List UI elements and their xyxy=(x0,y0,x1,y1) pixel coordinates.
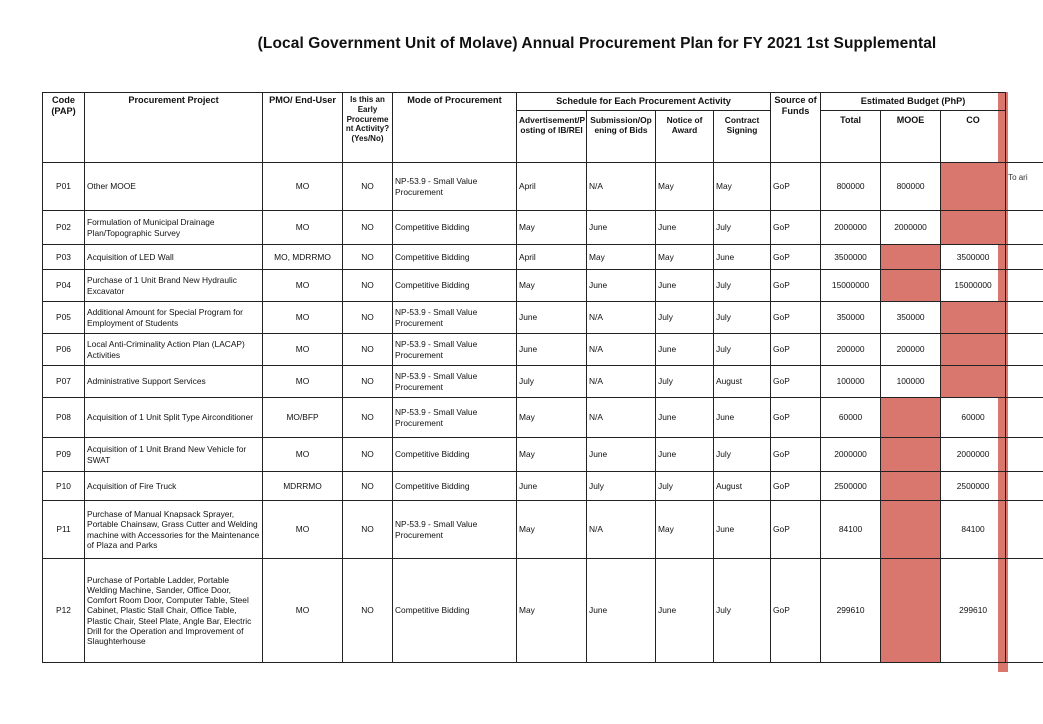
row-code: P04 xyxy=(43,270,85,302)
row-pmo: MO, MDRRMO xyxy=(263,245,343,270)
row-early: NO xyxy=(343,501,393,559)
row-advertisement: April xyxy=(517,245,587,270)
row-submission: May xyxy=(587,245,656,270)
row-notice-of-award: May xyxy=(656,501,714,559)
row-advertisement: May xyxy=(517,559,587,663)
row-mooe xyxy=(881,245,941,270)
row-advertisement: May xyxy=(517,211,587,245)
row-code: P05 xyxy=(43,302,85,334)
row-source: GoP xyxy=(771,163,821,211)
row-mode: NP-53.9 - Small Value Procurement xyxy=(393,398,517,438)
row-pmo: MDRRMO xyxy=(263,472,343,501)
row-notice-of-award: July xyxy=(656,302,714,334)
header-submission: Submission/Op ening of Bids xyxy=(587,111,656,163)
row-total: 84100 xyxy=(821,501,881,559)
header-contract-signing: Contract Signing xyxy=(714,111,771,163)
row-notice-of-award: June xyxy=(656,559,714,663)
header-advertisement: Advertisement/P osting of IB/REI xyxy=(517,111,587,163)
row-early: NO xyxy=(343,211,393,245)
row-co: 2500000 xyxy=(941,472,1006,501)
row-early: NO xyxy=(343,302,393,334)
row-remarks-cut xyxy=(1006,501,1043,559)
row-mooe: 800000 xyxy=(881,163,941,211)
row-early: NO xyxy=(343,245,393,270)
header-mooe: MOOE xyxy=(881,111,941,163)
row-pmo: MO/BFP xyxy=(263,398,343,438)
row-notice-of-award: June xyxy=(656,334,714,366)
row-mooe: 350000 xyxy=(881,302,941,334)
row-remarks-cut xyxy=(1006,211,1043,245)
row-code: P11 xyxy=(43,501,85,559)
row-advertisement: April xyxy=(517,163,587,211)
row-submission: June xyxy=(587,211,656,245)
row-code: P01 xyxy=(43,163,85,211)
row-project: Acquisition of Fire Truck xyxy=(85,472,263,501)
table-row xyxy=(43,245,1043,270)
row-notice-of-award: June xyxy=(656,270,714,302)
row-project: Purchase of Portable Ladder, Portable Welding Machine, Sander, Office Door, Comfort Room Door, Computer Table, Steel Cabinet, Plastic Stall Chair, Office Table, Plastic Chair, Steel Plate, Angle Bar, Electric Drill for the Operation and Improvement of Slaughterhouse xyxy=(85,559,263,663)
row-co xyxy=(941,334,1006,366)
row-submission: June xyxy=(587,270,656,302)
row-contract-signing: July xyxy=(714,334,771,366)
table-row xyxy=(43,472,1043,501)
table-row xyxy=(43,501,1043,559)
row-source: GoP xyxy=(771,398,821,438)
row-submission: N/A xyxy=(587,302,656,334)
row-notice-of-award: June xyxy=(656,211,714,245)
table-row xyxy=(43,211,1043,245)
row-co xyxy=(941,163,1006,211)
row-advertisement: May xyxy=(517,438,587,472)
row-mode: NP-53.9 - Small Value Procurement xyxy=(393,366,517,398)
row-co: 3500000 xyxy=(941,245,1006,270)
row-project: Purchase of Manual Knapsack Sprayer, Portable Chainsaw, Grass Cutter and Welding machine with Accessories for the Maintenance of Plaza and Parks xyxy=(85,501,263,559)
row-early: NO xyxy=(343,398,393,438)
row-project: Local Anti-Criminality Action Plan (LACAP) Activities xyxy=(85,334,263,366)
row-source: GoP xyxy=(771,501,821,559)
row-code: P09 xyxy=(43,438,85,472)
procurement-plan-table xyxy=(42,92,1043,663)
row-source: GoP xyxy=(771,472,821,501)
row-pmo: MO xyxy=(263,302,343,334)
row-co xyxy=(941,366,1006,398)
row-submission: July xyxy=(587,472,656,501)
row-total: 2000000 xyxy=(821,438,881,472)
row-advertisement: May xyxy=(517,270,587,302)
row-mooe xyxy=(881,398,941,438)
row-advertisement: May xyxy=(517,501,587,559)
row-contract-signing: June xyxy=(714,501,771,559)
row-early: NO xyxy=(343,472,393,501)
row-early: NO xyxy=(343,270,393,302)
row-co: 15000000 xyxy=(941,270,1006,302)
row-project: Other MOOE xyxy=(85,163,263,211)
row-contract-signing: August xyxy=(714,366,771,398)
table-row xyxy=(43,163,1043,211)
row-source: GoP xyxy=(771,302,821,334)
header-code: Code (PAP) xyxy=(43,93,85,163)
row-advertisement: June xyxy=(517,302,587,334)
row-notice-of-award: July xyxy=(656,366,714,398)
row-contract-signing: August xyxy=(714,472,771,501)
header-mode: Mode of Procurement xyxy=(393,93,517,163)
row-advertisement: June xyxy=(517,334,587,366)
row-remarks-cut: To ari xyxy=(1006,163,1043,211)
row-early: NO xyxy=(343,334,393,366)
row-project: Acquisition of 1 Unit Split Type Airconditioner xyxy=(85,398,263,438)
row-project: Formulation of Municipal Drainage Plan/Topographic Survey xyxy=(85,211,263,245)
row-co: 2000000 xyxy=(941,438,1006,472)
row-total: 2000000 xyxy=(821,211,881,245)
row-mode: Competitive Bidding xyxy=(393,559,517,663)
row-mooe xyxy=(881,559,941,663)
header-remarks-cut xyxy=(1006,93,1043,163)
table-row xyxy=(43,270,1043,302)
row-co: 299610 xyxy=(941,559,1006,663)
row-mode: Competitive Bidding xyxy=(393,270,517,302)
header-co: CO xyxy=(941,111,1006,163)
row-contract-signing: July xyxy=(714,559,771,663)
row-mooe: 100000 xyxy=(881,366,941,398)
row-remarks-cut xyxy=(1006,366,1043,398)
row-remarks-cut xyxy=(1006,438,1043,472)
row-source: GoP xyxy=(771,211,821,245)
row-code: P12 xyxy=(43,559,85,663)
row-total: 3500000 xyxy=(821,245,881,270)
row-notice-of-award: June xyxy=(656,398,714,438)
row-mode: Competitive Bidding xyxy=(393,472,517,501)
row-contract-signing: July xyxy=(714,211,771,245)
procurement-plan-table-wrapper xyxy=(42,92,1028,663)
row-project: Purchase of 1 Unit Brand New Hydraulic Excavator xyxy=(85,270,263,302)
row-mooe: 200000 xyxy=(881,334,941,366)
row-contract-signing: July xyxy=(714,438,771,472)
header-pmo: PMO/ End-User xyxy=(263,93,343,163)
row-notice-of-award: May xyxy=(656,245,714,270)
row-source: GoP xyxy=(771,245,821,270)
row-pmo: MO xyxy=(263,501,343,559)
row-submission: N/A xyxy=(587,163,656,211)
row-project: Administrative Support Services xyxy=(85,366,263,398)
row-advertisement: June xyxy=(517,472,587,501)
row-contract-signing: June xyxy=(714,245,771,270)
row-submission: N/A xyxy=(587,366,656,398)
row-mode: NP-53.9 - Small Value Procurement xyxy=(393,501,517,559)
row-contract-signing: July xyxy=(714,302,771,334)
row-mode: Competitive Bidding xyxy=(393,245,517,270)
header-total: Total xyxy=(821,111,881,163)
row-remarks-cut xyxy=(1006,398,1043,438)
row-total: 800000 xyxy=(821,163,881,211)
row-code: P06 xyxy=(43,334,85,366)
header-project: Procurement Project xyxy=(85,93,263,163)
row-mooe xyxy=(881,270,941,302)
table-row xyxy=(43,302,1043,334)
row-mode: NP-53.9 - Small Value Procurement xyxy=(393,334,517,366)
row-submission: June xyxy=(587,559,656,663)
table-row xyxy=(43,334,1043,366)
row-pmo: MO xyxy=(263,163,343,211)
row-source: GoP xyxy=(771,559,821,663)
row-project: Acquisition of 1 Unit Brand New Vehicle for SWAT xyxy=(85,438,263,472)
row-advertisement: July xyxy=(517,366,587,398)
header-schedule: Schedule for Each Procurement Activity xyxy=(517,93,771,111)
row-co: 84100 xyxy=(941,501,1006,559)
row-code: P02 xyxy=(43,211,85,245)
row-mode: NP-53.9 - Small Value Procurement xyxy=(393,302,517,334)
row-project: Additional Amount for Special Program for Employment of Students xyxy=(85,302,263,334)
row-advertisement: May xyxy=(517,398,587,438)
row-submission: N/A xyxy=(587,398,656,438)
row-project: Acquisition of LED Wall xyxy=(85,245,263,270)
row-source: GoP xyxy=(771,270,821,302)
document-title: (Local Government Unit of Molave) Annual Procurement Plan for FY 2021 1st Supplemental xyxy=(257,35,937,52)
header-budget: Estimated Budget (PhP) xyxy=(821,93,1006,111)
row-mooe xyxy=(881,438,941,472)
row-total: 100000 xyxy=(821,366,881,398)
row-pmo: MO xyxy=(263,438,343,472)
row-early: NO xyxy=(343,366,393,398)
row-mooe xyxy=(881,501,941,559)
row-contract-signing: June xyxy=(714,398,771,438)
row-remarks-cut xyxy=(1006,559,1043,663)
row-code: P03 xyxy=(43,245,85,270)
table-row xyxy=(43,559,1043,663)
row-notice-of-award: July xyxy=(656,472,714,501)
row-total: 2500000 xyxy=(821,472,881,501)
row-remarks-cut xyxy=(1006,302,1043,334)
row-code: P07 xyxy=(43,366,85,398)
row-pmo: MO xyxy=(263,270,343,302)
table-row xyxy=(43,366,1043,398)
row-source: GoP xyxy=(771,438,821,472)
row-pmo: MO xyxy=(263,211,343,245)
row-mooe: 2000000 xyxy=(881,211,941,245)
header-source: Source of Funds xyxy=(771,93,821,163)
row-contract-signing: May xyxy=(714,163,771,211)
row-pmo: MO xyxy=(263,334,343,366)
table-row xyxy=(43,398,1043,438)
row-mode: NP-53.9 - Small Value Procurement xyxy=(393,163,517,211)
row-total: 299610 xyxy=(821,559,881,663)
row-total: 350000 xyxy=(821,302,881,334)
row-submission: N/A xyxy=(587,334,656,366)
row-pmo: MO xyxy=(263,559,343,663)
header-early-procurement: Is this an Early Procureme nt Activity? (Yes/No) xyxy=(343,93,393,163)
row-code: P10 xyxy=(43,472,85,501)
table-row xyxy=(43,438,1043,472)
row-total: 60000 xyxy=(821,398,881,438)
row-remarks-cut xyxy=(1006,472,1043,501)
row-mooe xyxy=(881,472,941,501)
header-notice-of-award: Notice of Award xyxy=(656,111,714,163)
row-early: NO xyxy=(343,559,393,663)
row-early: NO xyxy=(343,438,393,472)
row-early: NO xyxy=(343,163,393,211)
row-remarks-cut xyxy=(1006,245,1043,270)
row-remarks-cut xyxy=(1006,270,1043,302)
row-total: 200000 xyxy=(821,334,881,366)
row-co xyxy=(941,211,1006,245)
row-total: 15000000 xyxy=(821,270,881,302)
row-remarks-cut xyxy=(1006,334,1043,366)
row-notice-of-award: May xyxy=(656,163,714,211)
row-source: GoP xyxy=(771,334,821,366)
row-mode: Competitive Bidding xyxy=(393,211,517,245)
row-co xyxy=(941,302,1006,334)
row-code: P08 xyxy=(43,398,85,438)
row-pmo: MO xyxy=(263,366,343,398)
row-contract-signing: July xyxy=(714,270,771,302)
row-submission: June xyxy=(587,438,656,472)
row-co: 60000 xyxy=(941,398,1006,438)
row-mode: Competitive Bidding xyxy=(393,438,517,472)
row-source: GoP xyxy=(771,366,821,398)
row-submission: N/A xyxy=(587,501,656,559)
row-notice-of-award: June xyxy=(656,438,714,472)
